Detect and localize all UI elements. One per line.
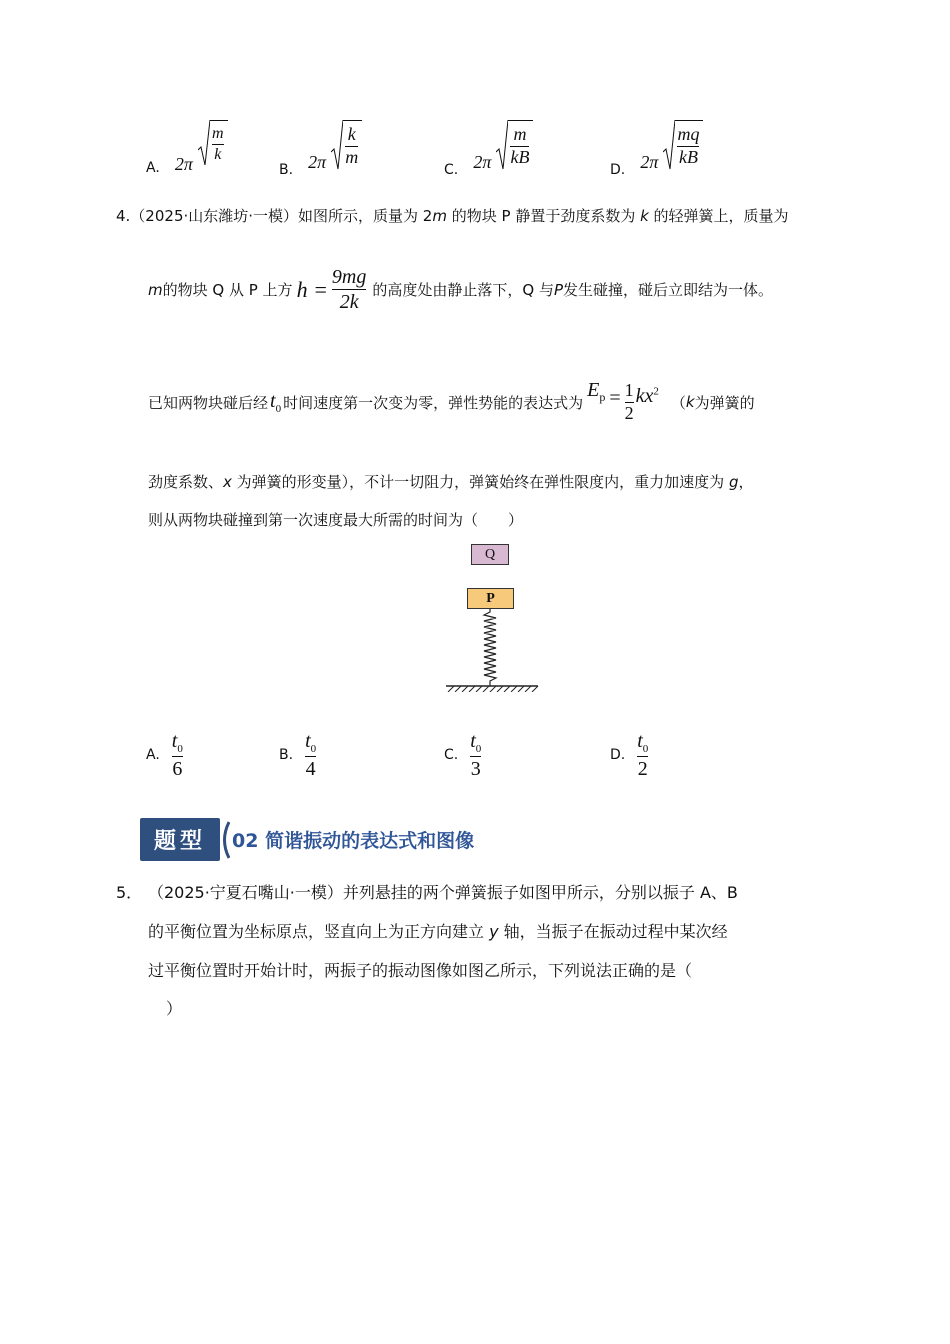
var-t: t: [305, 730, 311, 752]
text: 的平衡位置为坐标原点，竖直向上为正方向建立: [148, 922, 490, 941]
q4-option-b: [279, 730, 316, 780]
q5-number: 5．: [116, 883, 143, 902]
text: 为弹簧的形变量），不计一切阻力，弹簧始终在弹性限度内，重力加速度为: [231, 473, 729, 491]
frac-den: 2k: [339, 291, 359, 313]
frac-num: k: [347, 124, 356, 145]
var-k: k: [640, 207, 649, 225]
text: 时间速度第一次变为零，弹性势能的表达式为: [283, 393, 584, 412]
q3-option-c: [444, 118, 533, 178]
h-fraction: [332, 266, 366, 313]
option-letter: B.: [279, 747, 294, 764]
option-fraction: [305, 730, 316, 780]
coefficient: 2π: [473, 151, 492, 172]
equals: =: [609, 386, 621, 409]
text: 已知两物块碰后经: [148, 393, 269, 412]
var-m: m: [148, 280, 163, 299]
q4-line-2: [148, 266, 773, 313]
var-P: P: [553, 280, 563, 299]
banner-bracket-icon: [218, 821, 230, 859]
text: （: [670, 393, 686, 412]
var-t: t: [637, 730, 643, 752]
block-p: P: [467, 588, 514, 609]
text: 的物块 P 静置于劲度系数为: [446, 207, 641, 225]
ep-fraction: [625, 381, 634, 424]
option-letter: C.: [444, 747, 459, 764]
sqrt-expr: [496, 120, 533, 170]
q4-option-c: [444, 730, 481, 780]
t0: [270, 390, 281, 415]
frac-num: 9mg: [331, 266, 367, 288]
frac-den: kB: [510, 147, 530, 167]
text: 劲度系数、: [148, 473, 224, 491]
text: 为弹簧的: [694, 393, 755, 412]
ep-symbol: [587, 379, 605, 405]
frac-den: 3: [470, 758, 481, 781]
var-m: m: [432, 207, 447, 225]
spring-and-ground: [444, 609, 544, 692]
frac-num: m: [212, 125, 224, 143]
subscript: 0: [475, 743, 482, 755]
frac-num: mq: [677, 124, 700, 145]
banner-title: 02 简谐振动的表达式和图像: [232, 830, 475, 852]
frac-den: kB: [678, 147, 698, 167]
h-lhs: h =: [296, 276, 328, 302]
sqrt-expr: [331, 120, 362, 170]
text: 的轻弹簧上，质量为: [648, 207, 789, 225]
text: ，: [738, 473, 754, 491]
q3-option-a: [146, 118, 228, 176]
section-banner: [140, 818, 474, 861]
coefficient: 2π: [308, 151, 327, 172]
frac-den: m: [345, 147, 359, 167]
q5-line-2: [148, 913, 728, 950]
q4-line-4: [148, 471, 754, 492]
sqrt-expr: [663, 120, 703, 170]
spring-figure: [444, 542, 544, 692]
superscript: 2: [653, 385, 659, 398]
block-q: Q: [471, 544, 509, 565]
option-fraction: [470, 730, 481, 780]
frac-den: 6: [172, 758, 183, 781]
q5-line-1: （2025·宁夏石嘴山·一模）并列悬挂的两个弹簧振子如图甲所示，分别以振子 A、B: [148, 883, 738, 902]
frac-num: m: [513, 124, 527, 145]
q4-option-a: [146, 730, 183, 780]
coefficient: 2π: [640, 151, 659, 172]
var-y: y: [489, 922, 499, 941]
q4-line-3: [148, 381, 755, 424]
frac-den: 2: [624, 402, 634, 423]
q4-option-d: [610, 730, 648, 780]
option-fraction: [172, 730, 183, 780]
var-t: t: [470, 730, 476, 752]
var-k: k: [685, 393, 695, 412]
var-g: g: [728, 473, 739, 491]
sqrt-expr: [198, 120, 228, 166]
q5-line-3: 过平衡位置时开始计时，两振子的振动图像如图乙所示，下列说法正确的是（: [148, 961, 693, 980]
option-letter: D.: [610, 161, 626, 178]
banner-tag: 题型: [140, 818, 220, 861]
subscript: p: [599, 390, 606, 405]
ground-hatch: [448, 686, 538, 692]
frac-den: 4: [305, 758, 316, 781]
q4-line-5: 则从两物块碰撞到第一次速度最大所需的时间为（ ）: [148, 511, 524, 529]
text: 发生碰撞，碰后立即结为一体。: [563, 281, 774, 299]
option-letter: A.: [146, 159, 160, 176]
q4-line-1: [116, 205, 789, 226]
text: 轴，当振子在振动过程中某次经: [498, 922, 728, 941]
q3-option-b: [279, 118, 362, 178]
text: 的物块 Q 从 P 上方: [162, 281, 293, 299]
var-kx: kx: [635, 384, 654, 407]
frac-den: 2: [637, 758, 648, 781]
subscript: 0: [310, 743, 317, 755]
option-letter: A.: [146, 747, 160, 764]
subscript: 0: [275, 402, 282, 415]
var-t: t: [171, 730, 178, 752]
frac-den: k: [214, 146, 222, 163]
subscript: 0: [642, 743, 649, 755]
option-letter: B.: [279, 161, 294, 178]
q3-option-d: [610, 118, 703, 178]
subscript: 0: [177, 743, 183, 755]
option-letter: D.: [610, 747, 626, 764]
var-E: E: [587, 379, 600, 402]
option-letter: C.: [444, 161, 459, 178]
var-t: t: [270, 389, 276, 412]
spring-icon: [484, 609, 496, 686]
text: 4.（2025·山东潍坊·一模）如图所示，质量为 2: [116, 207, 433, 225]
kx2: [636, 385, 659, 408]
q5-line-4: ）: [166, 999, 183, 1018]
option-fraction: [637, 730, 648, 780]
coefficient: 2π: [174, 153, 193, 174]
frac-num: 1: [624, 380, 634, 400]
var-x: x: [223, 473, 232, 491]
text: 的高度处由静止落下，Q 与: [372, 281, 554, 299]
